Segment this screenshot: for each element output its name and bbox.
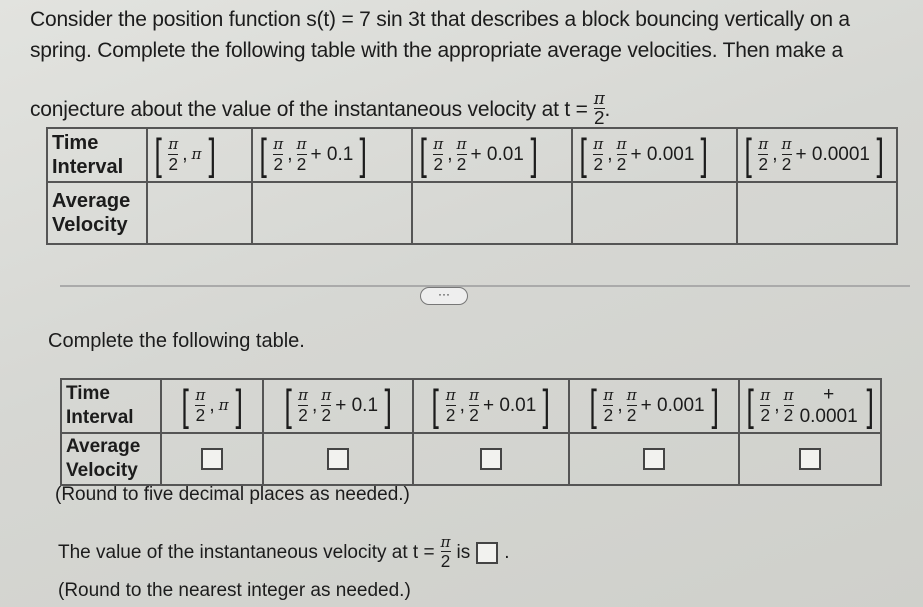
answer-input-1[interactable] xyxy=(201,448,223,470)
question-line-2: spring. Complete the following table with the appropriate average velocities. Then make a xyxy=(30,39,843,62)
answer-input-4[interactable] xyxy=(643,448,665,470)
question-line-3: conjecture about the value of the instantaneous velocity at t = $\frac{\pi}{2}$ . xyxy=(30,88,611,129)
question-text xyxy=(30,4,910,129)
answer-input-5[interactable] xyxy=(799,448,821,470)
question-line-1: Consider the position function s(t) = 7 sin 3t that describes a block bouncing vertically on a xyxy=(30,8,850,31)
interval-cell: [ $\frac{\pi}{2}$ , π ] xyxy=(147,128,252,182)
interval-cell: [ $\frac{\pi}{2}$ , $\frac{\pi}{2}$ + 0.001 ] xyxy=(572,128,737,182)
interval-cell: [ $\frac{\pi}{2}$ , $\frac{\pi}{2}$ + 0.1 ] xyxy=(263,379,413,433)
time-interval-label: Time Interval xyxy=(61,379,161,433)
interval-cell: [ $\frac{\pi}{2}$ , $\frac{\pi}{2}$ + 0.01 ] xyxy=(413,379,569,433)
average-velocity-label: Average Velocity xyxy=(61,433,161,485)
time-interval-label: Time Interval xyxy=(47,128,147,182)
average-velocity-label: Average Velocity xyxy=(47,182,147,244)
interval-cell: [ $\frac{\pi}{2}$ , $\frac{\pi}{2}$ + 0.001 ] xyxy=(569,379,739,433)
divider xyxy=(60,285,910,287)
round-note-five-decimals: (Round to five decimal places as needed.) xyxy=(55,484,410,505)
subtitle: Complete the following table. xyxy=(48,330,305,352)
interval-cell: [ $\frac{\pi}{2}$ , $\frac{\pi}{2}$ + 0.01 ] xyxy=(412,128,572,182)
answer-input-2[interactable] xyxy=(327,448,349,470)
static-table xyxy=(46,127,898,245)
round-note-integer: (Round to the nearest integer as needed.) xyxy=(58,580,411,601)
t-fraction: $\frac{\pi}{2}$ xyxy=(440,533,451,572)
interval-cell: [ $\frac{\pi}{2}$ , $\frac{\pi}{2}$ + 0.0001 ] xyxy=(739,379,881,433)
final-question: The value of the instantaneous velocity at t = $\frac{\pi}{2}$ is . xyxy=(58,533,510,572)
answer-input-3[interactable] xyxy=(480,448,502,470)
t-fraction: $\frac{\pi}{2}$ xyxy=(593,88,605,129)
instantaneous-velocity-input[interactable] xyxy=(476,542,498,564)
answer-table xyxy=(60,378,882,486)
interval-cell: [ $\frac{\pi}{2}$ , $\frac{\pi}{2}$ + 0.1 ] xyxy=(252,128,412,182)
interval-cell: [ $\frac{\pi}{2}$ , $\frac{\pi}{2}$ + 0.0001 ] xyxy=(737,128,897,182)
more-button[interactable]: ··· xyxy=(420,287,468,305)
interval-cell: [ $\frac{\pi}{2}$ , π ] xyxy=(161,379,263,433)
